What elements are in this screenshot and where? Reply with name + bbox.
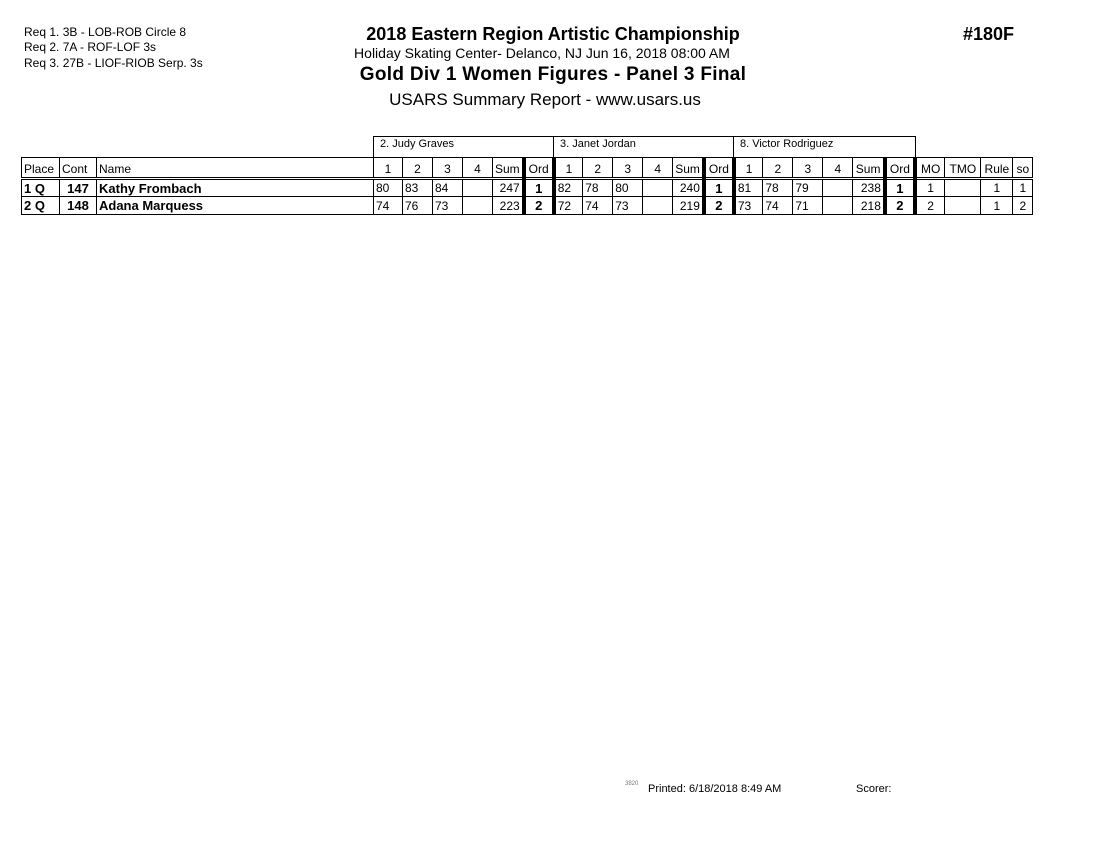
name-cell: Kathy Frombach (97, 179, 374, 197)
rule-cell: 1 (981, 197, 1013, 215)
so-cell: 1 (1013, 179, 1033, 197)
scorer-label: Scorer: (856, 783, 892, 795)
col-j2-s1: 1 (554, 158, 583, 179)
score-cell: 74 (583, 197, 613, 215)
col-j2-s4: 4 (643, 158, 673, 179)
score-cell: 81 (734, 179, 763, 197)
col-j1-s2: 2 (403, 158, 433, 179)
ord-cell: 1 (704, 179, 734, 197)
col-j2-ord: Ord (704, 158, 734, 179)
event-number: #180F (963, 24, 1015, 44)
cont-cell: 147 (60, 179, 97, 197)
sum-cell: 240 (673, 179, 704, 197)
mo-cell: 2 (915, 197, 945, 215)
col-j3-s3: 3 (793, 158, 823, 179)
score-cell: 73 (613, 197, 643, 215)
score-cell: 78 (583, 179, 613, 197)
score-cell (643, 179, 673, 197)
score-cell (463, 197, 493, 215)
col-rule: Rule (981, 158, 1013, 179)
score-cell (463, 179, 493, 197)
score-cell: 83 (403, 179, 433, 197)
sum-cell: 223 (493, 197, 524, 215)
score-cell: 74 (763, 197, 793, 215)
table-row (22, 197, 1033, 215)
col-cont: Cont (60, 158, 97, 179)
event-title: Gold Div 1 Women Figures - Panel 3 Final (359, 64, 747, 85)
results-table (21, 157, 1033, 215)
col-name: Name (97, 158, 374, 179)
report-title: USARS Summary Report - www.usars.us (389, 90, 701, 109)
col-j3-s1: 1 (734, 158, 763, 179)
ord-cell: 2 (524, 197, 554, 215)
judge-header-2: 3. Janet Jordan (553, 136, 734, 157)
score-cell: 73 (433, 197, 463, 215)
ord-cell: 1 (524, 179, 554, 197)
rule-cell: 1 (981, 179, 1013, 197)
sum-cell: 247 (493, 179, 524, 197)
col-j1-s1: 1 (374, 158, 403, 179)
col-mo: MO (915, 158, 945, 179)
score-cell: 84 (433, 179, 463, 197)
ord-cell: 2 (885, 197, 915, 215)
report-code: 3820 (625, 781, 639, 787)
col-j1-ord: Ord (524, 158, 554, 179)
sum-cell: 219 (673, 197, 704, 215)
header-row (22, 158, 1033, 179)
judge-header-1: 2. Judy Graves (373, 136, 554, 157)
sum-cell: 238 (853, 179, 885, 197)
ord-cell: 1 (885, 179, 915, 197)
score-cell: 74 (374, 197, 403, 215)
requirement-2: Req 2. 7A - ROF-LOF 3s (24, 40, 157, 54)
col-j3-ord: Ord (885, 158, 915, 179)
mo-cell: 1 (915, 179, 945, 197)
score-cell (823, 197, 853, 215)
score-cell: 80 (613, 179, 643, 197)
cont-cell: 148 (60, 197, 97, 215)
col-j1-s4: 4 (463, 158, 493, 179)
score-cell: 79 (793, 179, 823, 197)
score-cell: 72 (554, 197, 583, 215)
tmo-cell (945, 179, 981, 197)
score-cell: 71 (793, 197, 823, 215)
col-j2-s2: 2 (583, 158, 613, 179)
col-j1-sum: Sum (493, 158, 524, 179)
col-place: Place (22, 158, 60, 179)
table-row (22, 179, 1033, 197)
col-so: so (1013, 158, 1033, 179)
col-j3-sum: Sum (853, 158, 885, 179)
requirement-1: Req 1. 3B - LOB-ROB Circle 8 (24, 25, 187, 39)
score-cell (643, 197, 673, 215)
championship-title: 2018 Eastern Region Artistic Championship (366, 24, 740, 44)
place-cell: 1 Q (22, 179, 60, 197)
score-cell: 76 (403, 197, 433, 215)
score-cell: 82 (554, 179, 583, 197)
score-cell: 78 (763, 179, 793, 197)
col-j3-s2: 2 (763, 158, 793, 179)
so-cell: 2 (1013, 197, 1033, 215)
score-cell: 80 (374, 179, 403, 197)
printed-timestamp: Printed: 6/18/2018 8:49 AM (648, 783, 782, 795)
venue-date: Holiday Skating Center- Delanco, NJ Jun 16, 2018 08:00 AM (354, 45, 730, 61)
name-cell: Adana Marquess (97, 197, 374, 215)
place-cell: 2 Q (22, 197, 60, 215)
requirement-3: Req 3. 27B - LIOF-RIOB Serp. 3s (24, 56, 203, 70)
col-j2-s3: 3 (613, 158, 643, 179)
col-j1-s3: 3 (433, 158, 463, 179)
col-j2-sum: Sum (673, 158, 704, 179)
col-j3-s4: 4 (823, 158, 853, 179)
sum-cell: 218 (853, 197, 885, 215)
tmo-cell (945, 197, 981, 215)
score-cell: 73 (734, 197, 763, 215)
ord-cell: 2 (704, 197, 734, 215)
col-tmo: TMO (945, 158, 981, 179)
score-cell (823, 179, 853, 197)
judge-header-3: 8. Victor Rodriguez (733, 136, 916, 157)
